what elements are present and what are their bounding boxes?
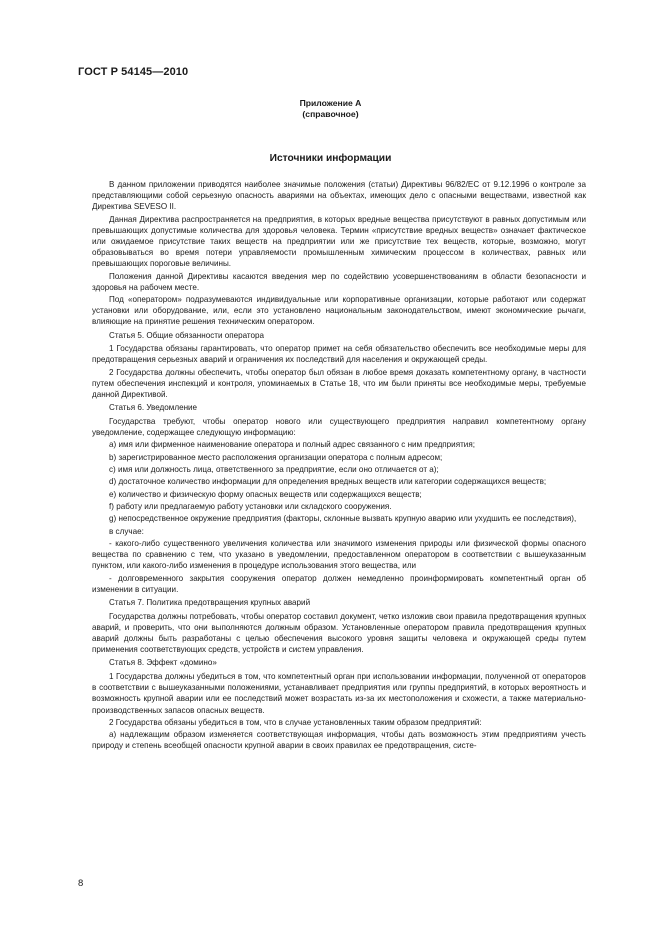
paragraph: 1 Государства должны убедиться в том, что компетентный орган при использовании информации, полученной от операторов в соответствии с вышеуказанными положениями, устанавливает предприятия или группы предприятий, в которых вероятность и возможность крупной аварии или ее последствий может возрастать из-за их местоположения и схожести, а также материально-производственных запасов опасных веществ. [92,672,586,715]
annex-heading [0,98,661,120]
paragraph: Государства должны потребовать, чтобы оператор составил документ, четко изложив свои правила предотвращения крупных аварий, и проверить, что они выполняются должным образом. Установленные оператором правила предотвращения крупных аварий должны быть разработаны с целью обеспечения высокого уровня защиты человека и окружающей среды путем применения соответствующих средств, устройств и систем управления. [92,611,586,655]
annex-title: Приложение А [299,98,362,108]
paragraph: Положения данной Директивы касаются введения мер по содействию усовершенствованиям в области безопасности и здоровья на рабочем месте. [92,271,586,292]
section-title: Источники информации [269,153,392,164]
list-item: а) надлежащим образом изменяется соответствующая информация, чтобы дать возможность этим предприятиям учесть природу и степень всеобщей опасности крупной аварии в своих правилах ее предотвращения, систе- [92,730,586,751]
list-item: с) имя или должность лица, ответственного за предприятие, если оно отличается от а); [109,465,439,475]
paragraph: - какого-либо существенного увеличения количества или значимого изменения природы или физической формы опасного вещества по сравнению с тем, что указано в уведомлении, предоставленном оператором в соответствии с вышеуказанным пунктом, или какого-либо изменения в процедуре использования этого вещества, или [92,539,586,571]
list-item: f) работу или предлагаемую работу установки или складского сооружения. [109,502,392,512]
list-item: b) зарегистрированное место расположения организации оператора с полным адресом; [109,452,443,462]
list-item: g) непосредственное окружение предприятия (факторы, склонные вызвать крупную аварию или ухудшить ее последствия), [109,514,577,524]
paragraph: в случае: [109,526,144,536]
paragraph: 1 Государства обязаны гарантировать, что оператор примет на себя обязательство обеспечить все необходимые меры для предотвращения серьезных аварий и ограничения их последствий для населения и окружающей среды. [92,344,586,365]
page-number: 8 [78,878,84,889]
paragraph: 2 Государства должны обеспечить, чтобы оператор был обязан в любое время доказать компетентному органу, в частности путем обеспечения инспекций и контроля, упоминаемых в Статье 18, что им были приняты все необходимые меры, требуемые данной Директивой. [92,367,586,400]
document-body [92,179,586,753]
document-code: ГОСТ Р 54145—2010 [78,66,189,78]
list-item: d) достаточное количество информации для определения вредных веществ или категории содержащихся веществ; [109,477,547,487]
paragraph: Под «оператором» подразумеваются индивидуальные или корпоративные организации, которые работают или содержат установки или оборудование, или, если это установлено национальным законодательством, имеют экономические рычаги, влияющие на принятие решения техническим оператором. [92,295,586,327]
paragraph: В данном приложении приводятся наиболее значимые положения (статьи) Директивы 96/82/ЕС от 9.12.1996 о контроле за представляющими собой серьезную опасность авариями на объектах, имеющих дело с опасными веществами, известной как Директива SEVESO II. [92,180,586,212]
list-item: е) количество и физическую форму опасных веществ или содержащихся веществ; [109,489,422,499]
article-heading: Статья 6. Уведомление [109,403,198,413]
article-heading: Статья 5. Общие обязанности оператора [109,330,265,340]
paragraph: Данная Директива распространяется на предприятия, в которых вредные вещества присутствуют в равных допустимым или превышающих допустимые количества для здоровья человека. Термин «присутствие вредных веществ» означает фактическое или ожидаемое присутствие таких веществ на предприятии или же присутствие тех веществ, которые, возможно, могут образовываться во время потери управляемости промышленным химическим процессом в количествах, равных или превышающих пороговые величины. [92,214,586,269]
annex-subtitle: (справочное) [302,109,359,119]
list-item: а) имя или фирменное наименование оператора и полный адрес связанного с ним предприятия; [109,440,475,450]
paragraph: Государства требуют, чтобы оператор нового или существующего предприятия направил компетентному органу уведомление, содержащее следующую информацию: [92,416,586,438]
article-heading: Статья 8. Эффект «домино» [109,658,217,668]
article-heading: Статья 7. Политика предотвращения крупных аварий [109,598,311,608]
paragraph: 2 Государства обязаны убедиться в том, что в случае установленных таким образом предприятий: [109,717,482,727]
paragraph: - долговременного закрытия сооружения оператор должен немедленно проинформировать компетентный орган об изменении в ситуации. [92,573,586,594]
